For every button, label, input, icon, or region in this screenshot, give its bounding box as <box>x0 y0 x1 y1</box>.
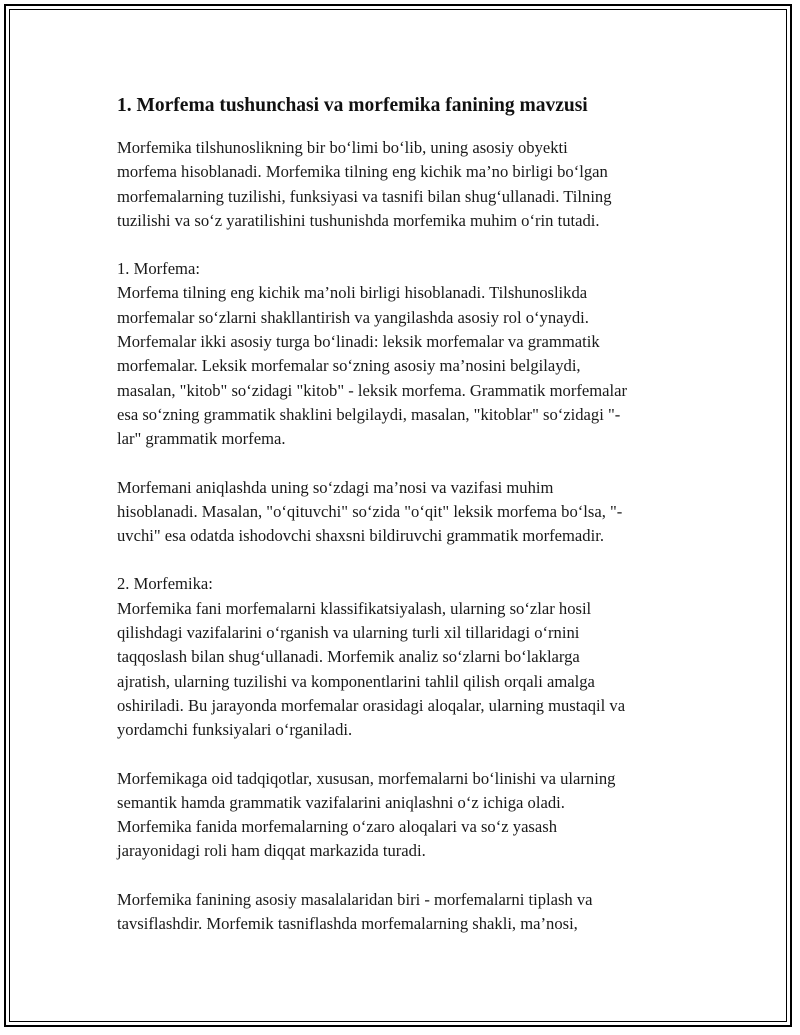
text-line: esa so‘zning grammatik shaklini belgilaydi, masalan, "kitoblar" so‘zidagi "- <box>117 404 621 424</box>
text-line: Morfemani aniqlashda uning so‘zdagi ma’nosi va vazifasi muhim <box>117 477 554 497</box>
text-line: taqqoslash bilan shug‘ullanadi. Morfemik analiz so‘zlarni bo‘laklarga <box>117 647 580 667</box>
text-line: qilishdagi vazifalarini o‘rganish va ularning turli xil tillaridagi o‘rnini <box>117 623 580 643</box>
text-line: Morfemika fanining asosiy masalalaridan biri - morfemalarni tiplash va <box>117 889 593 909</box>
text-line: morfema hisoblanadi. Morfemika tilning eng kichik ma’no birligi bo‘lgan <box>117 162 608 182</box>
text-line: Morfemikaga oid tadqiqotlar, xususan, morfemalarni bo‘linishi va ularning <box>117 768 616 788</box>
text-line: jarayonidagi roli ham diqqat markazida turadi. <box>117 841 426 861</box>
text-line: tuzilishi va so‘z yaratilishini tushunishda morfemika muhim o‘rin tutadi. <box>117 210 600 230</box>
text-line: lar" grammatik morfema. <box>117 429 286 449</box>
text-line: uvchi" esa odatda ishodovchi shaxsni bildiruvchi grammatik morfemadir. <box>117 526 604 546</box>
paragraph-intro <box>117 136 697 233</box>
paragraph-morfema <box>117 257 697 451</box>
text-line: Morfemika fanida morfemalarning o‘zaro aloqalari va so‘z yasash <box>117 817 558 837</box>
paragraph-morfemika <box>117 572 697 742</box>
paragraph-morfema-example <box>117 476 697 549</box>
subheading-morfema: 1. Morfema: <box>117 259 200 279</box>
text-line: tavsiflashdir. Morfemik tasniflashda morfemalarning shakli, ma’nosi, <box>117 914 578 934</box>
text-line: morfemalarning tuzilishi, funksiyasi va tasnifi bilan shug‘ullanadi. Tilning <box>117 186 612 206</box>
text-line: morfemalar. Leksik morfemalar so‘zning asosiy ma’nosini belgilaydi, <box>117 356 581 376</box>
text-line: masalan, "kitob" so‘zidagi "kitob" - leksik morfema. Grammatik morfemalar <box>117 380 628 400</box>
text-line: morfemalar so‘zlarni shakllantirish va yangilashda asosiy rol o‘ynaydi. <box>117 307 589 327</box>
paragraph-research <box>117 767 697 864</box>
text-line: semantik hamda grammatik vazifalarini aniqlashni o‘z ichiga oladi. <box>117 792 565 812</box>
text-line: oshiriladi. Bu jarayonda morfemalar orasidagi aloqalar, ularning mustaqil va <box>117 695 626 715</box>
paragraph-classification <box>117 888 697 937</box>
text-line: Morfemalar ikki asosiy turga bo‘linadi: leksik morfemalar va grammatik <box>117 332 600 352</box>
text-line: Morfemika fani morfemalarni klassifikatsiyalash, ularning so‘zlar hosil <box>117 598 592 618</box>
section-heading: 1. Morfema tushunchasi va morfemika fanining mavzusi <box>117 95 588 116</box>
subheading-morfemika: 2. Morfemika: <box>117 574 213 594</box>
text-line: yordamchi funksiyalari o‘rganiladi. <box>117 720 353 740</box>
text-line: Morfemika tilshunoslikning bir bo‘limi bo‘lib, uning asosiy obyekti <box>117 138 568 157</box>
text-line: hisoblanadi. Masalan, "o‘qituvchi" so‘zida "o‘qit" leksik morfema bo‘lsa, "- <box>117 501 623 521</box>
text-line: Morfema tilning eng kichik ma’noli birligi hisoblanadi. Tilshunoslikda <box>117 283 588 303</box>
text-line: ajratish, ularning tuzilishi va komponentlarini tahlil qilish orqali amalga <box>117 671 595 691</box>
document-body <box>117 92 697 960</box>
